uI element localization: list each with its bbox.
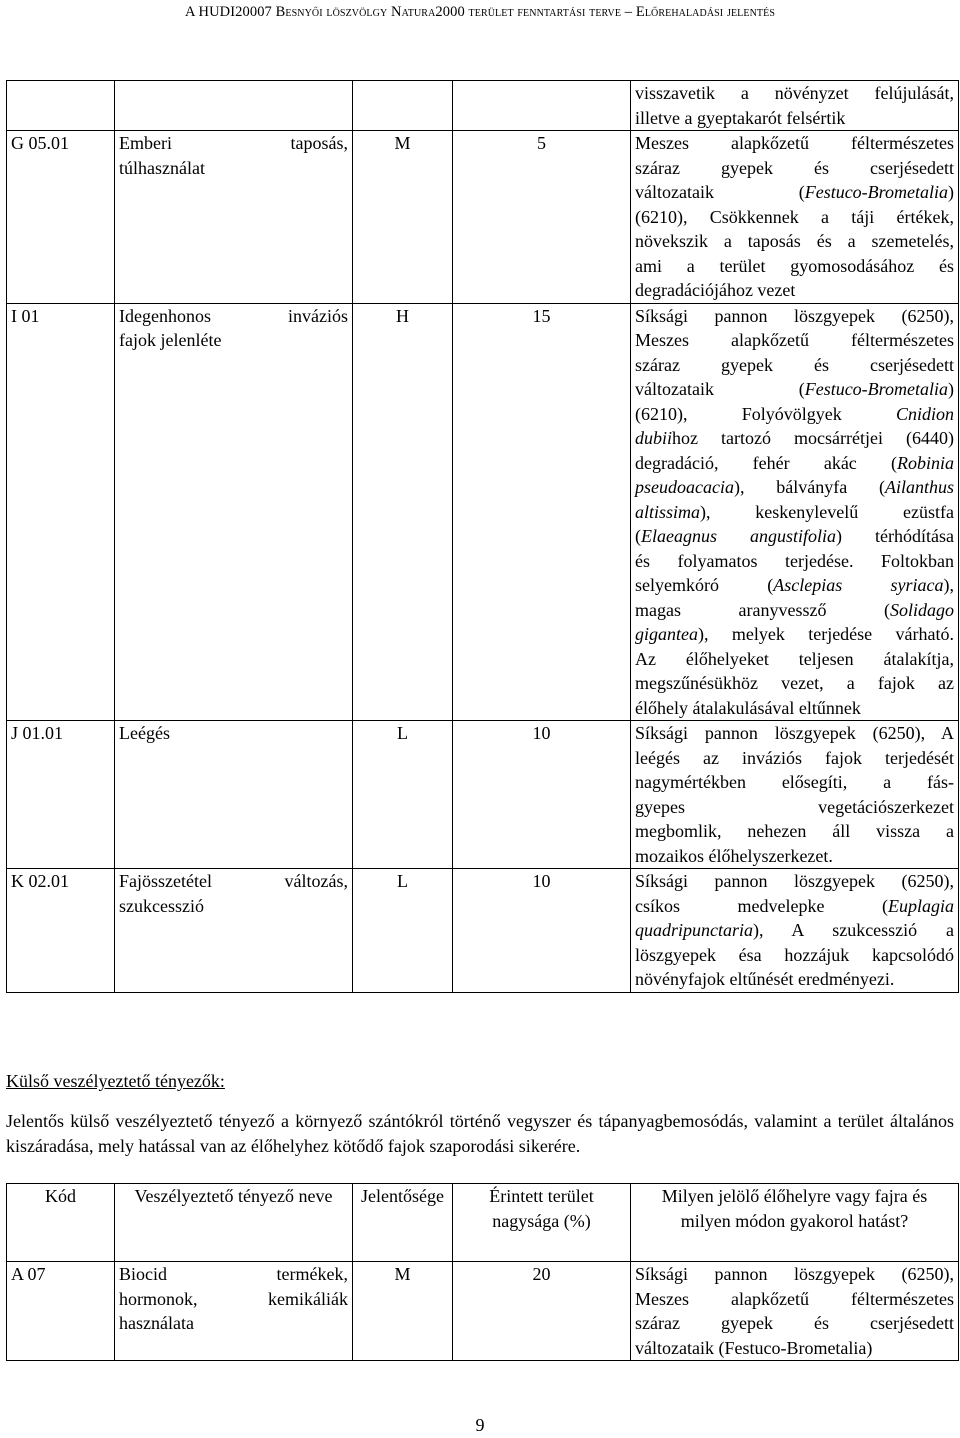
threat-impact-line: változataik (Festuco-Brometalia): [635, 379, 954, 399]
threat-name: [115, 721, 353, 869]
threat-name: [115, 131, 353, 304]
threats-table-internal: [6, 80, 959, 993]
threats-table-external: [6, 1183, 959, 1361]
threat-importance: L: [353, 721, 453, 869]
threat-impact-line: mozaikos élőhelyszerkezet.: [635, 845, 833, 866]
threat-code: A 07: [7, 1262, 115, 1361]
header-name: Veszélyeztető tényező neve: [115, 1184, 353, 1262]
threat-code: J 01.01: [7, 721, 115, 869]
threat-impact: [631, 1262, 959, 1361]
threat-importance: M: [353, 1262, 453, 1361]
threat-impact-line: degradációjához vezet: [635, 280, 796, 300]
threat-impact-line: Meszes alapkőzetű féltermészetes: [635, 330, 954, 350]
threat-impact-line: degradáció, fehér akác (Robinia: [635, 452, 954, 473]
threat-impact-line: dubiihoz tartozó mocsárrétjei (6440): [635, 428, 954, 448]
threat-area-size: 15: [453, 303, 631, 721]
threat-impact-line: (6210), Csökkennek a táji értékek,: [635, 206, 954, 227]
threat-name: [115, 1262, 353, 1361]
threat-importance: M: [353, 131, 453, 304]
threat-name-line: Biocid termékek,: [119, 1264, 348, 1284]
threat-impact-line: gigantea), melyek terjedése várható.: [635, 624, 954, 644]
threat-impact-line: magas aranyvessző (Solidago: [635, 599, 954, 620]
table-row: [7, 131, 959, 304]
external-threats-paragraph: Jelentős külső veszélyeztető tényező a környező szántókról történő vegyszer és tápanyagbemosódás, valamint a terület általános kiszáradása, mely hatással van az élőhelyhez kötődő fajok szaporodási sikerére.: [6, 1111, 954, 1156]
threat-impact-line: quadripunctaria), A szukcesszió a: [635, 920, 954, 940]
threat-impact-line: élőhely átalakulásával eltűnnek: [635, 697, 861, 718]
threat-impact-line: Síksági pannon löszgyepek (6250),: [635, 871, 954, 891]
threat-area-size: 10: [453, 721, 631, 869]
threat-impact-line: ami a terület gyomosodásához és: [635, 255, 954, 276]
threat-impact-line: változataik (Festuco-Brometalia): [635, 182, 954, 202]
threat-impact-line: változataik (Festuco-Brometalia): [635, 1337, 873, 1358]
threat-impact-line: növényfajok eltűnését eredményezi.: [635, 969, 895, 989]
threat-impact-line: Síksági pannon löszgyepek (6250), A: [635, 723, 954, 743]
threat-area-size: 20: [453, 1262, 631, 1361]
threat-name: [115, 869, 353, 993]
threat-importance: [353, 81, 453, 131]
table-row: [7, 81, 959, 131]
threats-table-external-body: [7, 1262, 959, 1361]
threat-name-line: túlhasználat: [119, 157, 205, 178]
threat-impact-line: Meszes alapkőzetű féltermészetes: [635, 133, 954, 153]
threat-area-size: 10: [453, 869, 631, 993]
threat-impact-line: gyepes vegetációszerkezet: [635, 796, 954, 817]
table-row: [7, 303, 959, 721]
threat-area-size: [453, 81, 631, 131]
threat-name-line: hormonok, kemikáliák: [119, 1288, 348, 1309]
threat-code: [7, 81, 115, 131]
threat-impact-line: löszgyepek ésa hozzájuk kapcsolódó: [635, 944, 954, 965]
threat-impact-line: (Elaeagnus angustifolia) térhódítása: [635, 526, 954, 546]
threat-name: [115, 303, 353, 721]
threat-impact-line: altissima), keskenylevelű ezüstfa: [635, 501, 954, 522]
threat-importance: H: [353, 303, 453, 721]
threat-code: G 05.01: [7, 131, 115, 304]
external-threats-title: Külső veszélyeztető tényezők:: [6, 1071, 225, 1091]
threat-impact-line: száraz gyepek és cserjésedett: [635, 1313, 954, 1333]
threat-code: I 01: [7, 303, 115, 721]
table-header-row: [7, 1184, 959, 1262]
threat-impact-line: növekszik a taposás és a szemetelés,: [635, 231, 954, 251]
threat-impact-line: Síksági pannon löszgyepek (6250),: [635, 305, 954, 326]
threat-name-line: Emberi taposás,: [119, 133, 348, 153]
header-impact: Milyen jelölő élőhelyre vagy fajra és milyen módon gyakorol hatást?: [631, 1184, 959, 1262]
threat-impact: [631, 131, 959, 304]
threat-name-line: fajok jelenléte: [119, 330, 222, 350]
header-importance: Jelentősége: [353, 1184, 453, 1262]
threat-name-line: használata: [119, 1313, 194, 1333]
threat-name-line: Idegenhonos inváziós: [119, 305, 348, 326]
header-size: Érintett terület nagysága (%): [453, 1184, 631, 1262]
threat-impact-line: (6210), Folyóvölgyek Cnidion: [635, 403, 954, 424]
threat-code: K 02.01: [7, 869, 115, 993]
threat-impact: [631, 81, 959, 131]
threat-impact-line: megbomlik, nehezen áll vissza a: [635, 821, 954, 841]
threat-impact-line: száraz gyepek és cserjésedett: [635, 157, 954, 178]
threat-impact-line: pseudoacacia), bálványfa (Ailanthus: [635, 477, 954, 497]
page-number: 9: [475, 1415, 485, 1435]
threat-impact-line: megszűnésükhöz vezet, a fajok az: [635, 673, 954, 693]
threat-impact-line: Az élőhelyeket teljesen átalakítja,: [635, 648, 954, 669]
table-row: [7, 721, 959, 869]
header-code: Kód: [7, 1184, 115, 1262]
page-header: A HUDI20007 Besnyői löszvölgy Natura2000 terület fenntartási terve – Előrehaladási jelentés: [185, 4, 775, 20]
threat-impact-line: leégés az inváziós fajok terjedését: [635, 747, 954, 768]
table-row: [7, 869, 959, 993]
threat-impact-line: illetve a gyeptakarót felsértik: [635, 107, 846, 128]
threat-name-line: Leégés: [119, 723, 170, 743]
threat-importance: L: [353, 869, 453, 993]
threat-area-size: 5: [453, 131, 631, 304]
threat-impact: [631, 869, 959, 993]
threat-impact: [631, 721, 959, 869]
threat-impact-line: száraz gyepek és cserjésedett: [635, 354, 954, 375]
table-row: [7, 1262, 959, 1361]
threat-impact-line: visszavetik a növényzet felújulását,: [635, 83, 954, 103]
threat-impact-line: selyemkóró (Asclepias syriaca),: [635, 575, 954, 595]
threat-impact-line: és folyamatos terjedése. Foltokban: [635, 550, 954, 571]
threat-name: [115, 81, 353, 131]
threat-impact: [631, 303, 959, 721]
threat-name-line: Fajösszetétel változás,: [119, 871, 348, 891]
threats-table-internal-body: [7, 81, 959, 993]
threat-impact-line: Meszes alapkőzetű féltermészetes: [635, 1288, 954, 1309]
threat-impact-line: Síksági pannon löszgyepek (6250),: [635, 1264, 954, 1284]
threat-impact-line: nagymértékben elősegíti, a fás-: [635, 772, 954, 792]
threat-name-line: szukcesszió: [119, 895, 204, 916]
threat-impact-line: csíkos medvelepke (Euplagia: [635, 895, 954, 916]
